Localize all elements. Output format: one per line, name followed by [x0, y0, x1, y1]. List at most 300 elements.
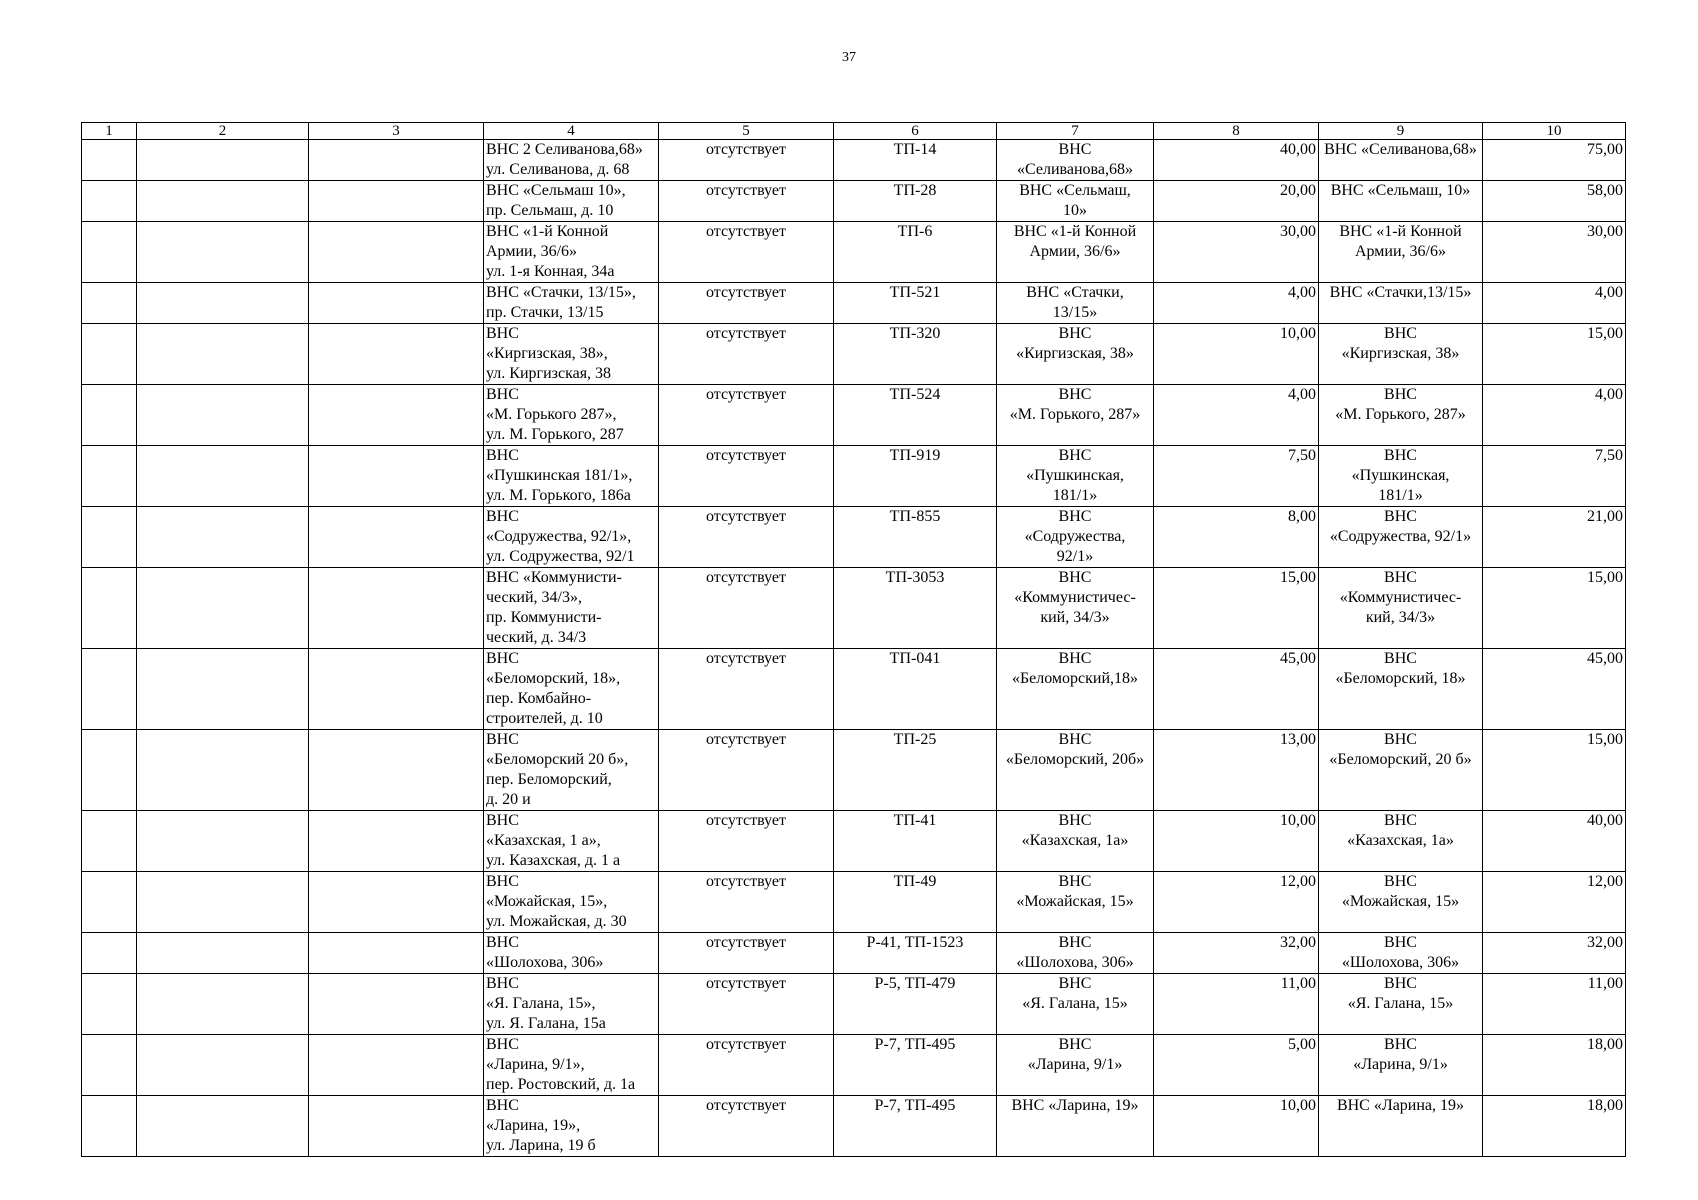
cell-c6: ТП-041: [834, 649, 997, 730]
cell-line: «Казахская, 1а»: [1021, 832, 1129, 849]
cell-line: 10»: [1063, 202, 1087, 219]
cell-c7: [997, 181, 1154, 222]
cell-c5: отсутствует: [659, 507, 834, 568]
cell-line: «Беломорский 20 б»,: [486, 751, 629, 768]
cell-line: ВНС 2 Селиванова,68»: [486, 141, 643, 158]
cell-c4: [484, 811, 659, 872]
data-table: [81, 122, 1626, 1157]
empty-cell: [137, 283, 309, 324]
cell-line: ВНС: [486, 1097, 519, 1114]
cell-line: «Пушкинская 181/1»,: [486, 467, 633, 484]
empty-cell: [137, 507, 309, 568]
cell-c10: 15,00: [1483, 568, 1626, 649]
cell-line: ВНС: [486, 325, 519, 342]
cell-c8: 13,00: [1154, 730, 1319, 811]
cell-line: ул. 1-я Конная, 34а: [486, 263, 615, 280]
cell-line: «Я. Галана, 15»: [1347, 995, 1454, 1012]
cell-c8: 10,00: [1154, 811, 1319, 872]
cell-c7: [997, 872, 1154, 933]
cell-line: ул. Я. Галана, 15а: [486, 1015, 606, 1032]
cell-line: ВНС: [1384, 975, 1417, 992]
empty-cell: [137, 324, 309, 385]
table-row: [82, 730, 1626, 811]
cell-line: ВНС: [1058, 934, 1092, 951]
table-row: [82, 324, 1626, 385]
cell-c7: [997, 568, 1154, 649]
cell-line: ВНС: [1384, 1036, 1417, 1053]
cell-line: 181/1»: [1378, 487, 1423, 504]
cell-line: ВНС: [486, 650, 519, 667]
cell-line: ВНС: [1384, 569, 1417, 586]
table-row: [82, 872, 1626, 933]
cell-line: «Содружества, 92/1»,: [486, 528, 632, 545]
cell-c9: [1319, 385, 1483, 446]
cell-c5: отсутствует: [659, 1096, 834, 1157]
cell-c7: [997, 649, 1154, 730]
cell-c5: отсутствует: [659, 933, 834, 974]
cell-line: Армии, 36/6»: [1354, 243, 1446, 260]
cell-line: ВНС: [486, 1036, 519, 1053]
cell-c8: 4,00: [1154, 385, 1319, 446]
cell-c9: [1319, 974, 1483, 1035]
cell-line: д. 20 и: [486, 791, 531, 808]
cell-c5: отсутствует: [659, 140, 834, 181]
cell-c9: [1319, 181, 1483, 222]
cell-c9: [1319, 222, 1483, 283]
cell-line: «Беломорский, 18»: [1335, 670, 1466, 687]
cell-line: 92/1»: [1056, 548, 1094, 565]
cell-c6: Р-41, ТП-1523: [834, 933, 997, 974]
cell-c9: [1319, 446, 1483, 507]
cell-c4: [484, 324, 659, 385]
cell-c5: отсутствует: [659, 385, 834, 446]
cell-c9: [1319, 933, 1483, 974]
cell-c6: ТП-14: [834, 140, 997, 181]
cell-c4: [484, 730, 659, 811]
empty-cell: [309, 140, 484, 181]
cell-line: ВНС: [486, 934, 519, 951]
empty-cell: [137, 568, 309, 649]
cell-c8: 10,00: [1154, 1096, 1319, 1157]
cell-c8: 11,00: [1154, 974, 1319, 1035]
cell-c10: 4,00: [1483, 385, 1626, 446]
cell-line: «М. Горького, 287»: [1009, 406, 1141, 423]
cell-line: ВНС: [1058, 731, 1092, 748]
cell-c6: ТП-3053: [834, 568, 997, 649]
cell-c5: отсутствует: [659, 1035, 834, 1096]
cell-c4: [484, 507, 659, 568]
cell-line: пр. Стачки, 13/15: [486, 304, 604, 321]
column-header: 6: [834, 123, 997, 140]
empty-cell: [82, 974, 137, 1035]
cell-c4: [484, 872, 659, 933]
cell-line: «Селиванова,68»: [1017, 161, 1133, 178]
cell-line: пер. Комбайно-: [486, 690, 592, 707]
empty-cell: [137, 181, 309, 222]
cell-c9: [1319, 140, 1483, 181]
column-header: 10: [1483, 123, 1626, 140]
cell-c10: 4,00: [1483, 283, 1626, 324]
cell-c9: [1319, 1096, 1483, 1157]
empty-cell: [309, 181, 484, 222]
column-header: 7: [997, 123, 1154, 140]
cell-line: «Беломорский,18»: [1011, 670, 1139, 687]
empty-cell: [137, 730, 309, 811]
empty-cell: [309, 283, 484, 324]
cell-line: ческий, д. 34/3: [486, 629, 587, 646]
empty-cell: [82, 649, 137, 730]
cell-line: кий, 34/3»: [1040, 609, 1110, 626]
empty-cell: [82, 872, 137, 933]
cell-line: ВНС: [1384, 325, 1417, 342]
cell-c5: отсутствует: [659, 872, 834, 933]
cell-line: ВНС: [1058, 873, 1092, 890]
cell-line: «Можайская, 15»: [1341, 893, 1460, 910]
column-header: 2: [137, 123, 309, 140]
empty-cell: [137, 933, 309, 974]
cell-c8: 15,00: [1154, 568, 1319, 649]
empty-cell: [82, 568, 137, 649]
cell-line: «Содружества,: [1024, 528, 1126, 545]
cell-line: «Ларина, 9/1»: [1027, 1056, 1123, 1073]
empty-cell: [82, 1096, 137, 1157]
table-row: [82, 507, 1626, 568]
cell-c8: 32,00: [1154, 933, 1319, 974]
cell-c10: 45,00: [1483, 649, 1626, 730]
cell-c9: [1319, 1035, 1483, 1096]
cell-c7: [997, 140, 1154, 181]
cell-c9: [1319, 507, 1483, 568]
cell-line: ВНС: [1384, 650, 1417, 667]
column-header: 3: [309, 123, 484, 140]
empty-cell: [137, 649, 309, 730]
cell-c4: [484, 283, 659, 324]
empty-cell: [309, 974, 484, 1035]
cell-c9: [1319, 568, 1483, 649]
column-header: 4: [484, 123, 659, 140]
cell-c6: ТП-49: [834, 872, 997, 933]
cell-c6: ТП-6: [834, 222, 997, 283]
column-header: 5: [659, 123, 834, 140]
cell-c7: [997, 385, 1154, 446]
cell-line: пр. Сельмаш, д. 10: [486, 202, 614, 219]
cell-line: «Казахская, 1а»: [1347, 832, 1454, 849]
cell-line: ул. Можайская, д. 30: [486, 913, 627, 930]
cell-c4: [484, 1096, 659, 1157]
empty-cell: [309, 568, 484, 649]
empty-cell: [309, 730, 484, 811]
cell-c8: 10,00: [1154, 324, 1319, 385]
cell-line: ВНС «1-й Конной: [486, 223, 609, 240]
empty-cell: [309, 1096, 484, 1157]
cell-line: Армии, 36/6»: [486, 243, 578, 260]
cell-line: ВНС: [1058, 141, 1092, 158]
cell-line: ВНС: [1384, 873, 1417, 890]
table-body: [82, 140, 1626, 1157]
cell-c10: 11,00: [1483, 974, 1626, 1035]
cell-line: пер. Беломорский,: [486, 771, 612, 788]
cell-line: «Шолохова, 306»: [1016, 954, 1134, 971]
cell-line: 181/1»: [1052, 487, 1098, 504]
table-row: [82, 283, 1626, 324]
cell-line: «Ларина, 9/1»,: [486, 1056, 585, 1073]
cell-line: ВНС «Сельмаш 10»,: [486, 182, 626, 199]
cell-c4: [484, 181, 659, 222]
cell-line: «Коммунистичес-: [1014, 589, 1136, 606]
cell-line: ВНС «Ларина, 19»: [1011, 1097, 1139, 1114]
cell-c4: [484, 222, 659, 283]
cell-line: ул. Содружества, 92/1: [486, 548, 635, 565]
cell-line: строителей, д. 10: [486, 710, 603, 727]
cell-line: ул. Селиванова, д. 68: [486, 161, 630, 178]
cell-line: «Киргизская, 38»: [1016, 345, 1134, 362]
cell-c5: отсутствует: [659, 181, 834, 222]
cell-c6: Р-5, ТП-479: [834, 974, 997, 1035]
cell-line: ВНС: [1058, 812, 1092, 829]
empty-cell: [309, 811, 484, 872]
cell-c8: 20,00: [1154, 181, 1319, 222]
cell-line: ВНС: [486, 447, 519, 464]
empty-cell: [137, 872, 309, 933]
cell-line: ВНС: [1058, 325, 1092, 342]
cell-line: «Беломорский, 20б»: [1005, 751, 1145, 768]
table-row: [82, 446, 1626, 507]
cell-line: ВНС: [1384, 731, 1417, 748]
cell-c9: [1319, 324, 1483, 385]
cell-line: ВНС «Сельмаш, 10»: [1330, 182, 1471, 199]
cell-c7: [997, 1035, 1154, 1096]
cell-line: ВНС «Стачки,: [1026, 284, 1124, 301]
cell-c4: [484, 446, 659, 507]
cell-line: «Содружества, 92/1»: [1329, 528, 1472, 545]
cell-line: «Пушкинская,: [1351, 467, 1450, 484]
cell-line: «Ларина, 9/1»: [1353, 1056, 1448, 1073]
cell-line: пр. Коммунисти-: [486, 609, 602, 626]
cell-c4: [484, 933, 659, 974]
cell-line: ВНС: [486, 508, 519, 525]
cell-line: «Шолохова, 306»: [1341, 954, 1460, 971]
empty-cell: [82, 181, 137, 222]
cell-line: «Шолохова, 306»: [486, 954, 604, 971]
cell-line: ВНС: [486, 731, 519, 748]
cell-line: «Пушкинская,: [1026, 467, 1124, 484]
cell-c7: [997, 446, 1154, 507]
empty-cell: [82, 324, 137, 385]
cell-line: ВНС: [1384, 934, 1417, 951]
empty-cell: [137, 1096, 309, 1157]
cell-line: ВНС: [486, 386, 519, 403]
cell-c9: [1319, 872, 1483, 933]
empty-cell: [137, 385, 309, 446]
cell-c10: 18,00: [1483, 1035, 1626, 1096]
cell-c7: [997, 283, 1154, 324]
empty-cell: [82, 140, 137, 181]
cell-c7: [997, 507, 1154, 568]
empty-cell: [309, 385, 484, 446]
cell-c9: [1319, 649, 1483, 730]
cell-c10: 15,00: [1483, 324, 1626, 385]
empty-cell: [82, 446, 137, 507]
cell-c4: [484, 974, 659, 1035]
cell-line: ул. Киргизская, 38: [486, 365, 612, 382]
cell-c5: отсутствует: [659, 730, 834, 811]
cell-c9: [1319, 730, 1483, 811]
cell-line: ВНС: [1058, 386, 1092, 403]
cell-line: Армии, 36/6»: [1029, 243, 1121, 260]
cell-line: ВНС: [486, 812, 519, 829]
cell-c5: отсутствует: [659, 324, 834, 385]
empty-cell: [137, 811, 309, 872]
cell-c8: 7,50: [1154, 446, 1319, 507]
cell-c6: Р-7, ТП-495: [834, 1096, 997, 1157]
cell-c10: 30,00: [1483, 222, 1626, 283]
cell-line: ВНС: [1058, 650, 1092, 667]
cell-line: ул. М. Горького, 186а: [486, 487, 631, 504]
cell-c10: 58,00: [1483, 181, 1626, 222]
cell-c6: ТП-320: [834, 324, 997, 385]
cell-line: ВНС: [1384, 812, 1417, 829]
cell-c5: отсутствует: [659, 446, 834, 507]
cell-line: ВНС «Коммунисти-: [486, 569, 622, 586]
empty-cell: [309, 324, 484, 385]
cell-c9: [1319, 283, 1483, 324]
cell-line: «Я. Галана, 15»,: [486, 995, 596, 1012]
empty-cell: [309, 222, 484, 283]
cell-line: «Казахская, 1 а»,: [486, 832, 601, 849]
empty-cell: [82, 730, 137, 811]
cell-c10: 21,00: [1483, 507, 1626, 568]
cell-line: «Киргизская, 38»: [1341, 345, 1460, 362]
empty-cell: [82, 222, 137, 283]
cell-line: ВНС: [1058, 508, 1092, 525]
cell-line: ВНС «Стачки,13/15»: [1329, 284, 1472, 301]
cell-c4: [484, 568, 659, 649]
empty-cell: [309, 507, 484, 568]
cell-line: ВНС «Сельмаш,: [1019, 182, 1131, 199]
column-header: 1: [82, 123, 137, 140]
table-row: [82, 568, 1626, 649]
empty-cell: [82, 283, 137, 324]
cell-line: ВНС «Селиванова,68»: [1324, 141, 1477, 158]
cell-line: ческий, 34/3»,: [486, 589, 582, 606]
column-header: 8: [1154, 123, 1319, 140]
cell-c10: 18,00: [1483, 1096, 1626, 1157]
empty-cell: [82, 1035, 137, 1096]
table-row: [82, 181, 1626, 222]
table-row: [82, 1096, 1626, 1157]
cell-line: «Беломорский, 18»,: [486, 670, 621, 687]
cell-c8: 4,00: [1154, 283, 1319, 324]
cell-line: ул. Казахская, д. 1 а: [486, 852, 621, 869]
cell-c8: 30,00: [1154, 222, 1319, 283]
cell-line: ВНС: [1058, 1036, 1092, 1053]
cell-c6: ТП-524: [834, 385, 997, 446]
cell-c6: ТП-855: [834, 507, 997, 568]
cell-line: ВНС: [1058, 569, 1092, 586]
empty-cell: [82, 933, 137, 974]
cell-c4: [484, 1035, 659, 1096]
cell-c6: ТП-25: [834, 730, 997, 811]
empty-cell: [137, 446, 309, 507]
column-header: 9: [1319, 123, 1483, 140]
cell-c7: [997, 1096, 1154, 1157]
cell-c10: 15,00: [1483, 730, 1626, 811]
cell-c7: [997, 324, 1154, 385]
cell-c7: [997, 974, 1154, 1035]
empty-cell: [137, 974, 309, 1035]
cell-c4: [484, 649, 659, 730]
cell-line: кий, 34/3»: [1365, 609, 1436, 626]
header-row: [82, 123, 1626, 140]
table-row: [82, 811, 1626, 872]
cell-c8: 8,00: [1154, 507, 1319, 568]
cell-c7: [997, 933, 1154, 974]
cell-line: ул. М. Горького, 287: [486, 426, 624, 443]
cell-line: «М. Горького, 287»: [1335, 406, 1466, 423]
cell-c5: отсутствует: [659, 974, 834, 1035]
cell-c5: отсутствует: [659, 811, 834, 872]
cell-c4: [484, 385, 659, 446]
cell-line: ВНС «Ларина, 19»: [1336, 1097, 1465, 1114]
table-row: [82, 222, 1626, 283]
cell-line: ВНС: [1058, 975, 1092, 992]
empty-cell: [137, 1035, 309, 1096]
cell-line: ВНС: [486, 975, 519, 992]
empty-cell: [309, 933, 484, 974]
cell-c8: 5,00: [1154, 1035, 1319, 1096]
cell-line: ВНС: [1058, 447, 1092, 464]
cell-line: «Можайская, 15»,: [486, 893, 608, 910]
empty-cell: [309, 872, 484, 933]
empty-cell: [82, 507, 137, 568]
cell-c6: ТП-28: [834, 181, 997, 222]
cell-c10: 32,00: [1483, 933, 1626, 974]
cell-line: ВНС: [1384, 508, 1417, 525]
cell-line: «М. Горького 287»,: [486, 406, 617, 423]
cell-c10: 40,00: [1483, 811, 1626, 872]
cell-line: «Беломорский, 20 б»: [1329, 751, 1472, 768]
table-row: [82, 933, 1626, 974]
empty-cell: [309, 1035, 484, 1096]
cell-line: 13/15»: [1052, 304, 1098, 321]
cell-c6: ТП-41: [834, 811, 997, 872]
empty-cell: [137, 222, 309, 283]
cell-c7: [997, 222, 1154, 283]
cell-c8: 12,00: [1154, 872, 1319, 933]
cell-c5: отсутствует: [659, 568, 834, 649]
cell-line: пер. Ростовский, д. 1а: [486, 1076, 636, 1093]
cell-c5: отсутствует: [659, 222, 834, 283]
empty-cell: [309, 446, 484, 507]
cell-c8: 40,00: [1154, 140, 1319, 181]
cell-c7: [997, 811, 1154, 872]
cell-c10: 7,50: [1483, 446, 1626, 507]
cell-line: ВНС: [1384, 386, 1417, 403]
empty-cell: [82, 385, 137, 446]
cell-line: ВНС «1-й Конной: [1013, 223, 1137, 240]
empty-cell: [82, 811, 137, 872]
cell-c10: 12,00: [1483, 872, 1626, 933]
cell-c5: отсутствует: [659, 649, 834, 730]
table-row: [82, 140, 1626, 181]
empty-cell: [137, 140, 309, 181]
cell-line: ул. Ларина, 19 б: [486, 1137, 596, 1154]
cell-line: «Коммунистичес-: [1339, 589, 1462, 606]
cell-line: ВНС: [486, 873, 519, 890]
table-row: [82, 649, 1626, 730]
cell-c6: Р-7, ТП-495: [834, 1035, 997, 1096]
cell-c6: ТП-919: [834, 446, 997, 507]
